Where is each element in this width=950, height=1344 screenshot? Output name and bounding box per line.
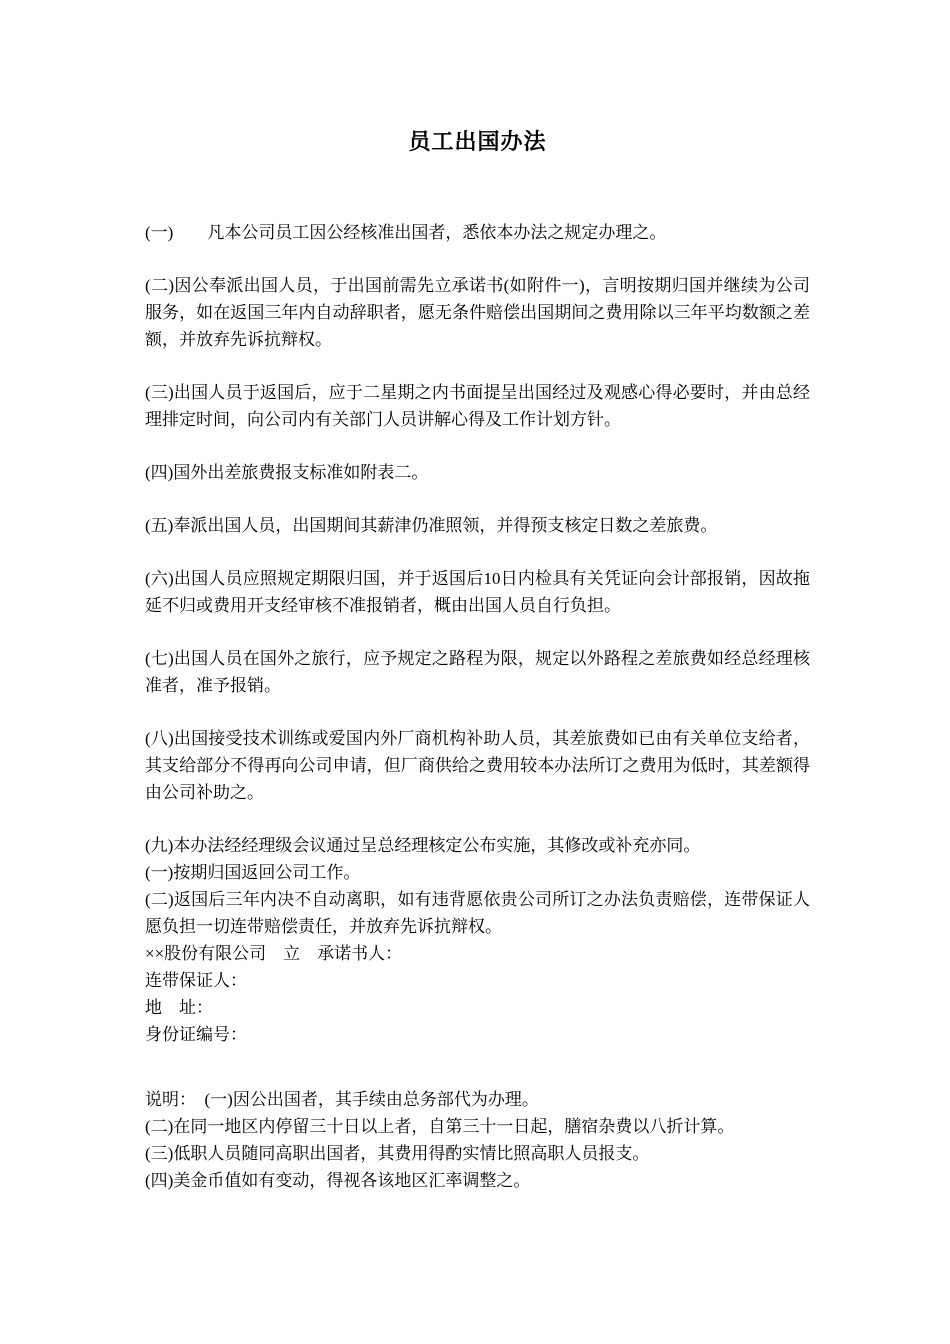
paragraph: (六)出国人员应照规定期限归国，并于返国后10日内检具有关凭证向会计部报销，因故拖延不归或费用开支经审核不准报销者，概由出国人员自行负担。 (145, 569, 810, 615)
paragraph: (五)奉派出国人员，出国期间其薪津仍准照领，并得预支核定日数之差旅费。 (145, 516, 718, 535)
paragraph: (二)返国后三年内决不自动离职，如有违背愿依贵公司所订之办法负责赔偿，连带保证人愿负担一切连带赔偿责任，并放弃先诉抗辩权。 (145, 890, 810, 936)
paragraph: (九)本办法经经理级会议通过呈总经理核定公布实施，其修改或补充亦同。 (145, 836, 701, 855)
paragraph: (四)国外出差旅费报支标准如附表二。 (145, 463, 429, 482)
paragraph: 说明： (一)因公出国者，其手续由总务部代为办理。 (145, 1090, 539, 1109)
paragraph: ××股份有限公司 立 承诺书人： (145, 944, 403, 963)
paragraph: (七)出国人员在国外之旅行，应予规定之路程为限，规定以外路程之差旅费如经总经理核准者，准予报销。 (145, 649, 810, 695)
document-title: 员工出国办法 (408, 130, 547, 155)
paragraph: (八)出国接受技术训练或爱国内外厂商机构补助人员，其差旅费如已由有关单位支给者，其支给部分不得再向公司申请，但厂商供给之费用较本办法所订之费用为低时，其差额得由公司补助之。 (145, 729, 810, 802)
paragraph: (三)低职人员随同高职出国者，其费用得酌实情比照高职人员报支。 (145, 1144, 650, 1163)
paragraph: (一)按期归国返回公司工作。 (145, 863, 361, 882)
paragraph: (四)美金币值如有变动，得视各该地区汇率调整之。 (145, 1171, 531, 1190)
paragraph: (二)在同一地区内停留三十日以上者，自第三十一日起，膳宿杂费以八折计算。 (145, 1117, 735, 1136)
paragraph: 连带保证人： (145, 971, 247, 990)
paragraph: (二)因公奉派出国人员，于出国前需先立承诺书(如附件一)，言明按期归国并继续为公司服务，如在返国三年内自动辞职者，愿无条件赔偿出国期间之费用除以三年平均数额之差额，并放弃先诉抗辩权。 (145, 276, 810, 349)
paragraph: 地 址： (145, 998, 213, 1017)
paragraph: 身份证编号： (145, 1025, 247, 1044)
paragraph: (三)出国人员于返国后，应于二星期之内书面提呈出国经过及观感心得必要时，并由总经理排定时间，向公司内有关部门人员讲解心得及工作计划方针。 (145, 383, 810, 429)
document-body (145, 219, 810, 1194)
paragraph: (一) 凡本公司员工因公经核准出国者，悉依本办法之规定办理之。 (145, 223, 667, 242)
